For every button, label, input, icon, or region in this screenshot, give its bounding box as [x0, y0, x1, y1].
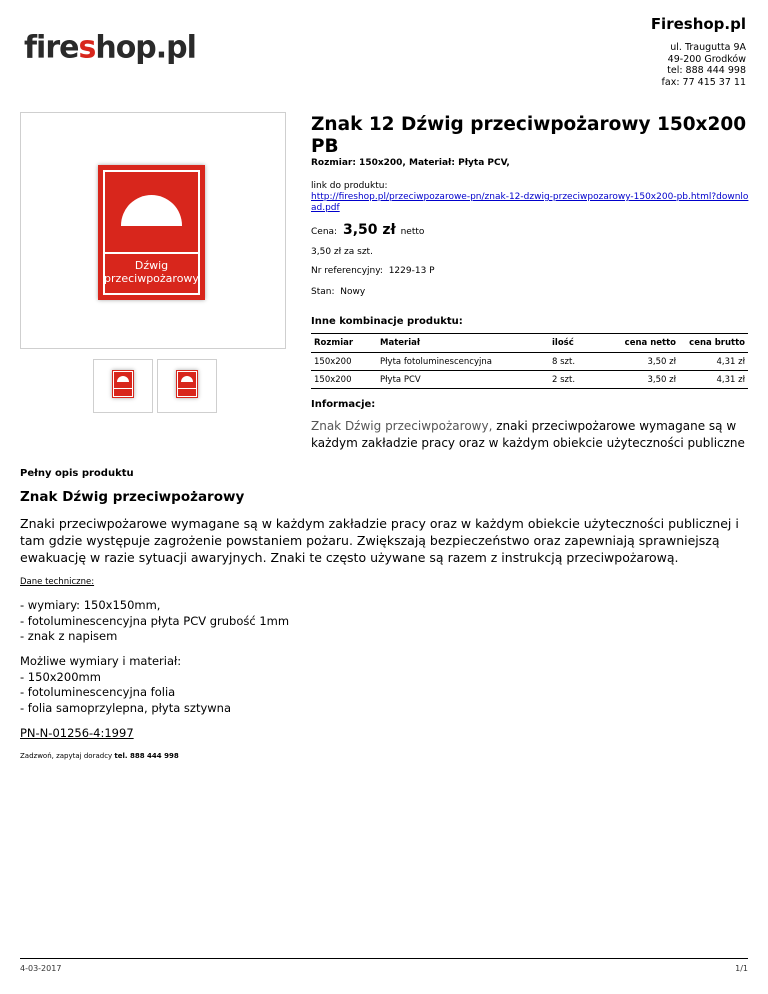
product-link-container — [311, 192, 751, 214]
cell-quantity: 2 szt. — [549, 371, 599, 389]
footer-page-number: 1/1 — [735, 964, 748, 973]
cell-net-price: 3,50 zł — [599, 353, 679, 371]
address-city: 49-200 Grodków — [667, 53, 746, 65]
list-item: - fotoluminescencyjna płyta PCV grubość 1mm — [20, 613, 290, 628]
column-header-net-price: cena netto — [599, 334, 679, 353]
footer-date: 4-03-2017 — [20, 964, 62, 973]
sign-caption-line1: Dźwig — [134, 259, 169, 272]
shop-address — [662, 42, 746, 88]
table-header-row — [311, 334, 748, 353]
dimensions-title: Możliwe wymiary i materiał: — [20, 654, 182, 668]
fire-lift-sign-thumb — [176, 370, 198, 398]
info-text — [311, 418, 751, 452]
sign-border — [177, 371, 197, 397]
table-row — [311, 353, 748, 371]
product-main-image[interactable] — [20, 112, 286, 349]
address-fax: fax: 77 415 37 11 — [661, 76, 746, 88]
price-suffix: netto — [400, 227, 425, 237]
footer-divider — [20, 958, 748, 959]
info-title: Informacje: — [311, 399, 376, 410]
column-header-size: Rozmiar — [311, 334, 377, 353]
info-text-lead: Znak Dźwig przeciwpożarowy, — [311, 419, 493, 433]
fireshop-logo — [24, 29, 196, 66]
sign-divider — [105, 252, 198, 254]
list-item: - folia samoprzylepna, płyta sztywna — [20, 700, 232, 715]
fire-lift-sign — [98, 165, 205, 300]
cell-material: Płyta PCV — [377, 371, 549, 389]
technical-data-list — [20, 598, 289, 645]
call-phone: tel. 888 444 998 — [114, 752, 179, 760]
cell-size: 150x200 — [311, 353, 377, 371]
reference-label: Nr referencyjny: — [311, 266, 383, 276]
column-header-quantity: ilość — [549, 334, 599, 353]
product-thumbnail-2[interactable] — [157, 359, 217, 413]
reference-value: 1229-13 P — [388, 266, 435, 276]
list-item: - znak z napisem — [20, 629, 118, 643]
dimensions-materials-list — [20, 654, 231, 716]
sign-caption — [103, 259, 200, 285]
sign-caption-line2: przeciwpożarowy — [104, 272, 199, 285]
cell-quantity: 8 szt. — [549, 353, 599, 371]
reference-number — [311, 266, 435, 276]
address-street: ul. Traugutta 9A — [670, 42, 746, 53]
address-phone: tel: 888 444 998 — [667, 65, 746, 76]
condition-value: Nowy — [340, 287, 366, 297]
full-description-title: Pełny opis produktu — [20, 468, 134, 479]
table-row — [311, 371, 748, 389]
product-link[interactable]: http://fireshop.pl/przeciwpozarowe-pn/znak-12-dzwig-przeciwpozarowy-150x200-pb.html?download.pdf — [311, 192, 749, 213]
cell-material: Płyta fotoluminescencyjna — [377, 353, 549, 371]
site-name: Fireshop.pl — [650, 15, 746, 33]
list-item: - wymiary: 150x150mm, — [20, 598, 161, 612]
norm-reference: PN-N-01256-4:1997 — [20, 726, 134, 740]
cell-size: 150x200 — [311, 371, 377, 389]
description-body: Znaki przeciwpożarowe wymagane są w każdym zakładzie pracy oraz w każdym obiekcie użyteczności publicznej i tam gdzie występuje zagrożenie powstaniem pożaru. Zwiększają bezpieczeństwo oraz zapewniają sprawniejszą ewakuację w razie sytuacji awaryjnych. Znaki te często używane są razem z instrukcją przeciwpożarową. — [20, 516, 739, 565]
product-title: Znak 12 Dźwig przeciwpożarowy 150x200 PB — [311, 114, 747, 157]
price-per-unit: 3,50 zł za szt. — [311, 247, 373, 257]
info-text-rest: znaki przeciwpożarowe wymagane są w każdym zakładzie pracy oraz w każdym obiekcie użyteczności publiczne — [311, 419, 745, 450]
fire-lift-sign-thumb — [112, 370, 134, 398]
cell-gross-price: 4,31 zł — [679, 353, 748, 371]
call-text: Zadzwoń, zapytaj doradcy — [20, 752, 115, 760]
list-item: - fotoluminescencyjna folia — [20, 685, 176, 699]
fire-lift-dome-icon — [117, 376, 129, 382]
product-condition — [311, 287, 365, 297]
sign-border — [113, 371, 133, 397]
cell-net-price: 3,50 zł — [599, 371, 679, 389]
fire-lift-dome-icon — [181, 376, 193, 382]
description-heading: Znak Dźwig przeciwpożarowy — [20, 489, 245, 505]
column-header-gross-price: cena brutto — [679, 334, 748, 353]
logo-text-part1: fire — [24, 29, 79, 66]
price-label: Cena: — [311, 227, 338, 237]
product-thumbnail-1[interactable] — [93, 359, 153, 413]
product-link-label: link do produktu: — [311, 181, 388, 191]
sign-divider — [178, 388, 196, 389]
product-attributes: Rozmiar: 150x200, Materiał: Płyta PCV, — [311, 158, 510, 168]
list-item: - 150x200mm — [20, 669, 101, 684]
logo-text-part2: hop.pl — [95, 29, 196, 66]
cell-gross-price: 4,31 zł — [679, 371, 748, 389]
condition-label: Stan: — [311, 287, 335, 297]
logo-text-accent: s — [78, 29, 96, 66]
combinations-table — [311, 333, 748, 389]
technical-data-label: Dane techniczne: — [20, 577, 95, 587]
combinations-title: Inne kombinacje produktu: — [311, 316, 463, 327]
price-row — [311, 222, 424, 238]
column-header-material: Materiał — [377, 334, 549, 353]
sign-divider — [114, 388, 132, 389]
price-value: 3,50 zł — [342, 222, 396, 238]
call-advisor — [20, 752, 179, 760]
